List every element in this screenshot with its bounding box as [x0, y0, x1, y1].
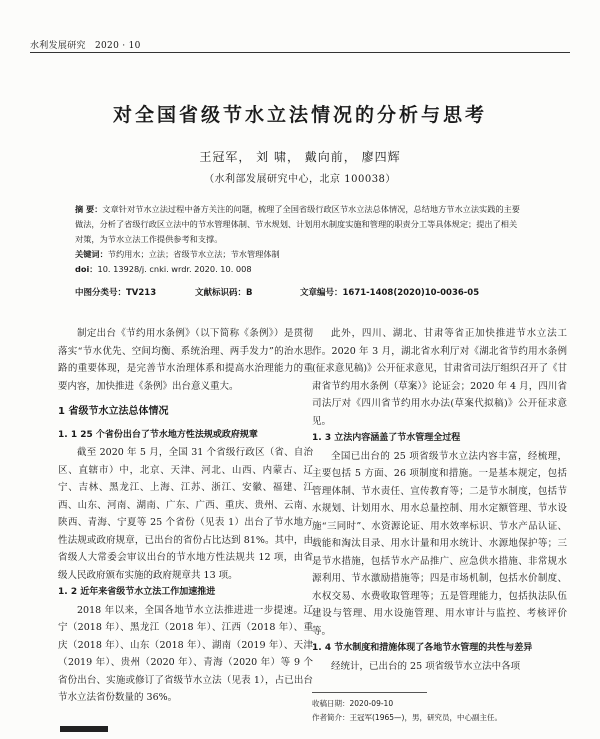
section-1-1-paragraph: 截至 2020 年 5 月，全国 31 个省级行政区（省、自治区、直辖市）中，北京、天津、河北、山西、内蒙古、辽宁、吉林、黑龙江、上海、江苏、浙江、安徽、福建、江西、山东、河南、湖南、广东、广西、重庆、贵州、云南、陕西、青海、宁夏等 25 个省份（见表 1）出台了节水地方性法规或政府规章，已出台的省份占比达到 81%。其中，由省级人大常委会审议出台的节水地方性法规共 12 项，由省级人民政府颁布实施的政府规章共 13 项。	[58, 447, 313, 581]
section-1-1-heading: 1. 1 25 个省份出台了节水地方性法规或政府规章	[58, 429, 258, 440]
intro-paragraph: 制定出台《节约用水条例》（以下简称《条例》）是贯彻落实“节水优先、空间均衡、系统治理、两手发力”的治水思路的重要体现，是完善节水治理体系和提高水治理能力的重要内容，加快推进《条例》出台意义重大。	[58, 328, 313, 392]
abstract	[75, 202, 525, 247]
keywords	[75, 247, 525, 262]
doi-text: 10. 13928/j. cnki. wrdr. 2020. 10. 008	[97, 264, 252, 274]
section-1-4-paragraph: 经统计，已出台的 25 项省级节水立法中各项	[331, 660, 521, 672]
section-1-3-heading: 1. 3 立法内容涵盖了节水管理全过程	[312, 433, 461, 443]
footnote-rule	[312, 692, 427, 693]
clc-number: 中图分类号：TV213	[75, 288, 157, 298]
section-1-4-heading: 1. 4 节水制度和措施体现了各地节水管理的共性与差异	[312, 643, 533, 653]
affiliation: （水利部发展研究中心，北京 100038）	[204, 174, 396, 185]
page-marker	[60, 726, 108, 732]
keywords-text: 节约用水；立法；省级节水立法；节水管理体制	[107, 249, 280, 259]
header-rule	[30, 52, 570, 53]
issue-number: 2020 · 10	[94, 41, 141, 51]
section-1-3-paragraph: 全国已出台的 25 项省级节水立法内容丰富，经梳理，主要包括 5 方面、26 项制度和措施。一是基本规定，包括管理体制、节水责任、宣传教育等；二是节水制度，包括节水规划、计划用水、用水总量控制、用水定额管理、节水设施“三同时”、水资源论证、用水效率标识、节水产品认证、载能和淘汰目录、用水计量和用水统计、水源地保护等；三是节水措施，包括节水产品推广、应急供水措施、非常规水源利用、节水激励措施等；四是市场机制，包括水价制度、水权交易、水费收取管理等；五是管理能力，包括执法队伍建设与管理、用水设施管理、用水审计与监控、考核评价等。	[312, 450, 567, 637]
left-column	[58, 325, 313, 707]
journal-name: 水利发展研究	[30, 41, 86, 51]
abstract-label: 摘 要：	[75, 204, 103, 214]
section-1-2-heading: 1. 2 近年来省级节水立法工作加速推进	[58, 587, 216, 597]
classification-row	[75, 286, 525, 298]
keywords-label: 关键词：	[75, 249, 108, 259]
article-number: 文章编号：1671-1408(2020)10-0036-05	[300, 288, 480, 298]
abstract-block	[75, 202, 525, 277]
received-date: 收稿日期：2020-09-10	[312, 699, 394, 708]
doi-label: doi：	[75, 264, 98, 274]
continuation-paragraph: 此外，四川、湖北、甘肃等省正加快推进节水立法工作。2020 年 3 月，湖北省水利厅对《湖北省节约用水条例(征求意见稿)》公开征求意见，甘肃省司法厅组织召开了《甘肃省节约用水条例（草案）》论证会；2020 年 4 月，四川省司法厅对《四川省节约用水办法(草案代拟稿)》公开征求意见。	[312, 328, 567, 427]
author-bio: 作者简介：王冠军(1965—)，男，研究员，中心副主任。	[312, 713, 502, 722]
journal-header	[30, 38, 141, 51]
section-1-2-paragraph: 2018 年以来，全国各地节水立法推进进一步提速。辽宁（2018 年）、黑龙江（2018 年）、江西（2018 年）、重庆（2018 年）、山东（2018 年）、湖南（2019 年）、天津（2019 年）、贵州（2020 年）、青海（2020 年）等 9 个省份出台、实施或修订了省级节水立法（见表 1），占已出台节水立法省份数量的 36%。	[58, 604, 313, 703]
doi	[75, 262, 525, 277]
paper-title: 对全国省级节水立法情况的分析与思考	[112, 104, 487, 126]
doc-code: 文献标识码：B	[195, 288, 253, 298]
section-1-heading: 1 省级节水立法总体情况	[58, 406, 169, 417]
authors: 王冠军， 刘 啸， 戴向前， 廖四辉	[199, 150, 401, 164]
right-column	[312, 325, 567, 675]
abstract-text: 文章针对节水立法过程中备方关注的问题，梳理了全国省级行政区节水立法总体情况，总结地方节水立法实践的主要做法，分析了省级行政区立法中的节水管理体制、节水规划、计划用水制度实施和管理的职责分工等具体规定；提出了相关对策，为节水立法工作提供参考和支撑。	[75, 204, 520, 244]
